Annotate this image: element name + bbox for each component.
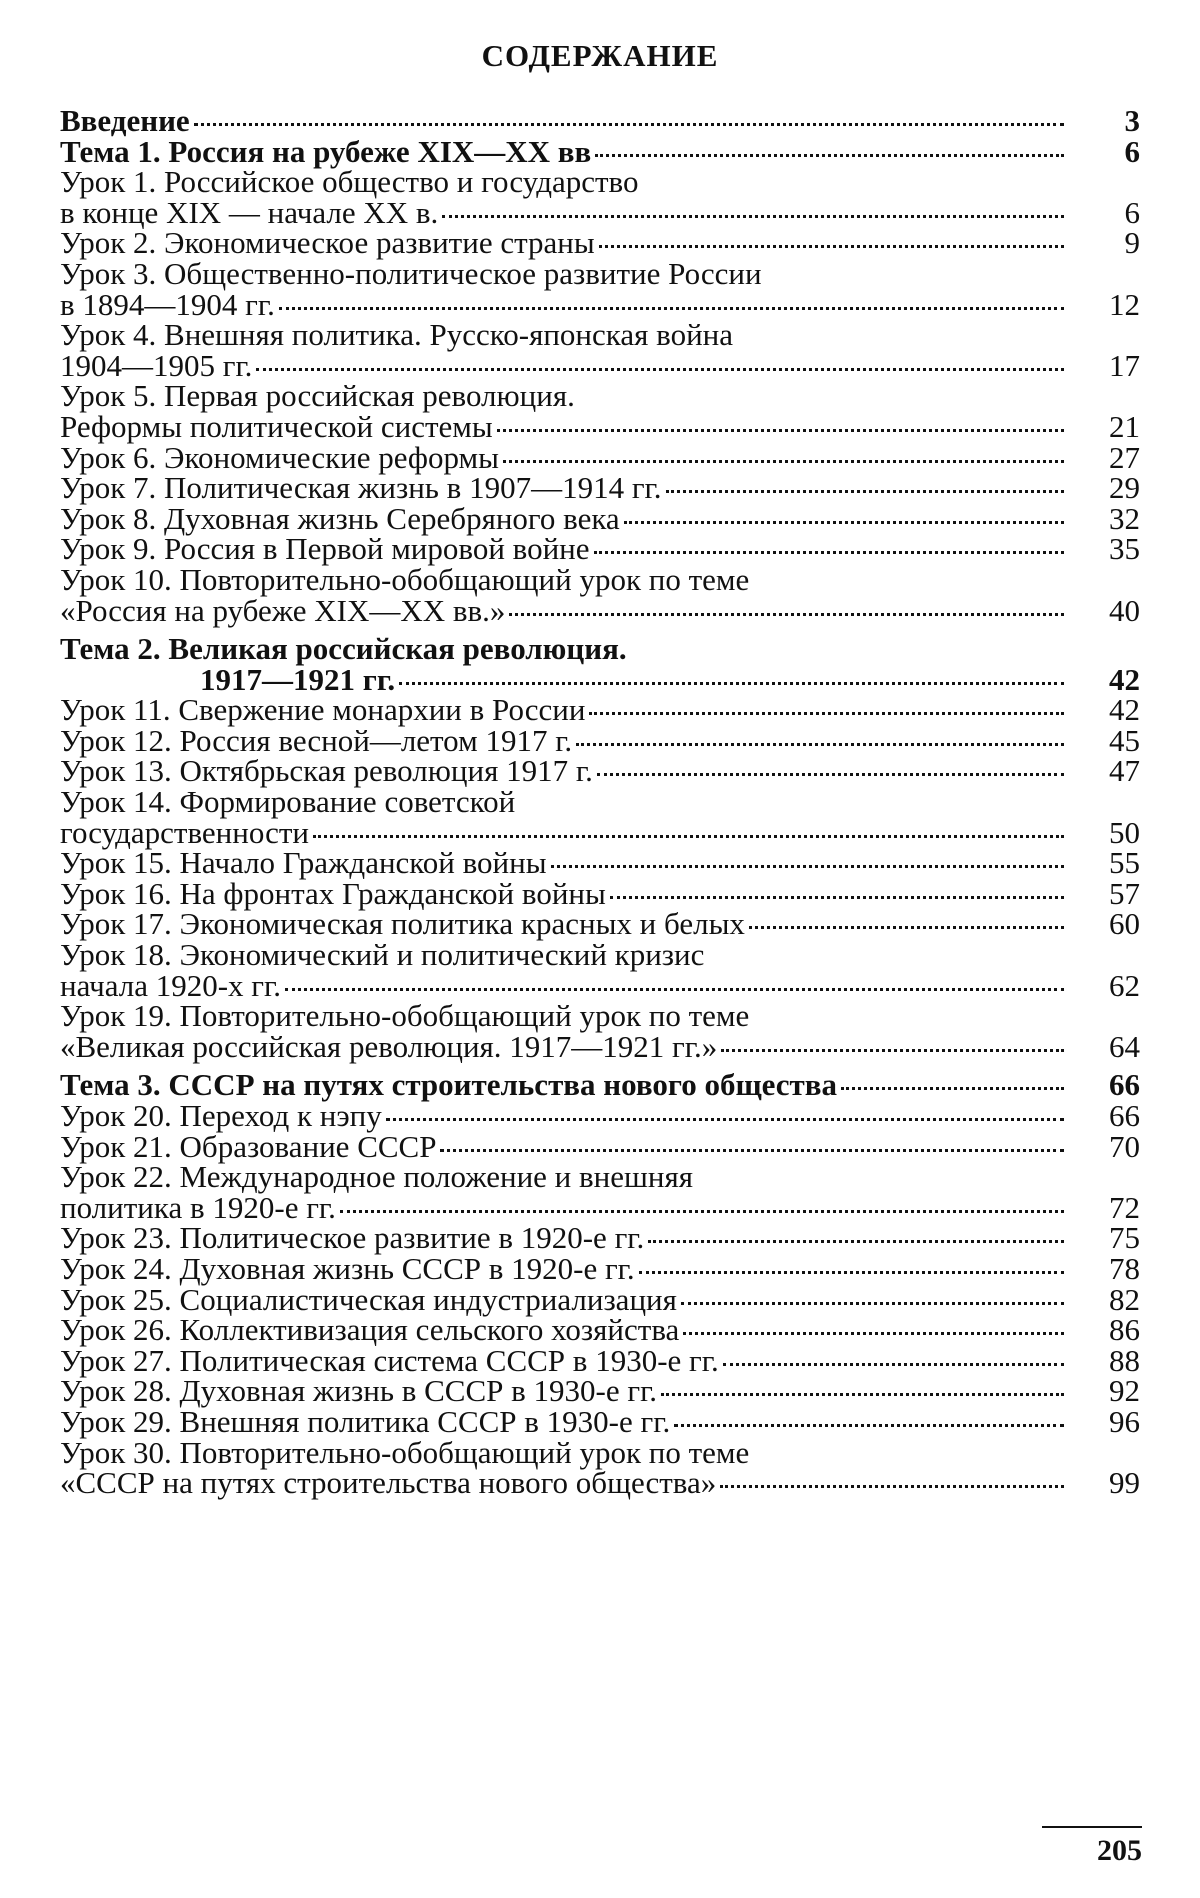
toc-entry-title: Урок 24. Духовная жизнь СССР в 1920-е гг. xyxy=(60,1250,635,1286)
toc-entry-title: Тема 3. СССР на путях строительства нового общества xyxy=(60,1067,837,1103)
toc-entry-title: Урок 8. Духовная жизнь Серебряного века xyxy=(60,500,620,536)
toc-entry xyxy=(60,164,1140,200)
dot-leader xyxy=(386,1118,1064,1121)
toc-entry xyxy=(60,661,1140,697)
toc-entry-title: «Россия на рубеже XIX—XX вв.» xyxy=(60,592,506,628)
toc-entry-title: Урок 5. Первая российская революция. xyxy=(60,378,575,414)
toc-entry-page: 29 xyxy=(1109,470,1140,506)
toc-entry-title: Урок 21. Образование СССР xyxy=(60,1128,437,1164)
toc-entry-page: 45 xyxy=(1109,722,1140,758)
toc-entry-page: 47 xyxy=(1109,753,1140,789)
toc-entry-title: Урок 3. Общественно-политическое развитие России xyxy=(60,255,762,291)
toc-entry xyxy=(60,1028,1140,1064)
toc-entry-title: Урок 16. На фронтах Гражданской войны xyxy=(60,875,606,911)
toc-entry-title: Урок 11. Свержение монархии в России xyxy=(60,692,586,728)
toc-entry-page: 32 xyxy=(1109,500,1140,536)
dot-leader xyxy=(194,123,1064,126)
toc-entry-page: 99 xyxy=(1109,1465,1140,1501)
toc-entry-title: Урок 19. Повторительно-обобщающий урок по теме xyxy=(60,998,750,1034)
toc-entry-page: 9 xyxy=(1124,225,1140,261)
toc-entry-page: 17 xyxy=(1109,347,1140,383)
dot-leader xyxy=(256,368,1064,371)
toc-entry xyxy=(60,906,1140,942)
toc-entry-page: 6 xyxy=(1124,133,1140,169)
dot-leader xyxy=(551,865,1064,868)
toc-entry xyxy=(60,317,1140,353)
toc-entry-page: 6 xyxy=(1124,194,1140,230)
table-of-contents xyxy=(60,103,1140,1501)
dot-leader xyxy=(595,154,1064,157)
toc-entry-page: 42 xyxy=(1109,661,1140,697)
toc-entry xyxy=(60,500,1140,536)
toc-entry-title: государственности xyxy=(60,814,310,850)
toc-entry-title: Урок 6. Экономические реформы xyxy=(60,439,499,475)
toc-entry xyxy=(60,998,1140,1034)
dot-leader xyxy=(442,215,1064,218)
toc-entry-page: 96 xyxy=(1109,1403,1140,1439)
dot-leader xyxy=(313,835,1064,838)
toc-entry xyxy=(60,1434,1140,1470)
toc-entry xyxy=(60,784,1140,820)
toc-entry xyxy=(60,1067,1140,1103)
toc-entry-title: Урок 15. Начало Гражданской войны xyxy=(60,845,547,881)
toc-entry-title: Тема 1. Россия на рубеже XIX—XX вв xyxy=(60,133,592,169)
dot-leader xyxy=(594,551,1064,554)
page-title: СОДЕРЖАНИЕ xyxy=(481,38,719,73)
toc-entry-page: 60 xyxy=(1109,906,1140,942)
toc-entry xyxy=(60,1159,1140,1195)
dot-leader xyxy=(666,490,1064,493)
toc-entry-title: Урок 28. Духовная жизнь в СССР в 1930-е гг. xyxy=(60,1373,658,1409)
toc-entry xyxy=(60,1189,1140,1225)
dot-leader xyxy=(399,682,1064,685)
dot-leader xyxy=(503,460,1064,463)
toc-entry-title: Урок 27. Политическая система СССР в 1930-е гг. xyxy=(60,1342,719,1378)
dot-leader xyxy=(721,1049,1064,1052)
toc-entry-page: 12 xyxy=(1109,286,1140,322)
dot-leader xyxy=(648,1240,1064,1243)
dot-leader xyxy=(661,1393,1064,1396)
toc-entry xyxy=(60,470,1140,506)
toc-entry-page: 78 xyxy=(1109,1250,1140,1286)
toc-entry-title: Урок 13. Октябрьская революция 1917 г. xyxy=(60,753,593,789)
toc-entry-page: 62 xyxy=(1109,967,1140,1003)
toc-entry xyxy=(60,103,1140,138)
dot-leader xyxy=(597,773,1064,776)
toc-entry xyxy=(60,378,1140,414)
dot-leader xyxy=(589,712,1064,715)
toc-entry-page: 40 xyxy=(1109,592,1140,628)
toc-entry xyxy=(60,225,1140,261)
toc-entry-page: 35 xyxy=(1109,531,1140,567)
toc-entry-page: 21 xyxy=(1109,408,1140,444)
toc-entry-title: Урок 14. Формирование советской xyxy=(60,784,516,820)
dot-leader xyxy=(576,743,1064,746)
toc-entry-page: 88 xyxy=(1109,1342,1140,1378)
toc-entry xyxy=(60,286,1140,322)
toc-entry xyxy=(60,875,1140,911)
toc-entry-title: Урок 1. Российское общество и государство xyxy=(60,164,639,200)
toc-entry-page: 75 xyxy=(1109,1220,1140,1256)
toc-entry-title: в конце XIX — начале XX в. xyxy=(60,194,439,230)
toc-entry-title: 1904—1905 гг. xyxy=(60,347,253,383)
toc-entry-page: 42 xyxy=(1109,692,1140,728)
toc-entry xyxy=(60,1098,1140,1133)
toc-entry xyxy=(60,1342,1140,1378)
dot-leader xyxy=(285,988,1064,991)
dot-leader xyxy=(674,1424,1064,1427)
dot-leader xyxy=(624,521,1064,524)
toc-entry-title: Урок 10. Повторительно-обобщающий урок по теме xyxy=(60,561,750,597)
dot-leader xyxy=(497,429,1064,432)
dot-leader xyxy=(610,896,1064,899)
toc-entry-title: Урок 29. Внешняя политика СССР в 1930-е гг. xyxy=(60,1403,671,1439)
toc-entry-page: 92 xyxy=(1109,1373,1140,1409)
toc-entry xyxy=(60,753,1140,789)
toc-entry-title: Урок 20. Переход к нэпу xyxy=(60,1098,382,1133)
toc-entry-title: политика в 1920-е гг. xyxy=(60,1189,336,1225)
toc-entry xyxy=(60,1312,1140,1348)
toc-entry-title: Урок 17. Экономическая политика красных и белых xyxy=(60,906,745,942)
toc-entry-title: в 1894—1904 гг. xyxy=(60,286,275,322)
toc-entry-page: 50 xyxy=(1109,814,1140,850)
toc-entry xyxy=(60,561,1140,597)
toc-entry xyxy=(60,722,1140,758)
toc-entry-title: Урок 30. Повторительно-обобщающий урок по теме xyxy=(60,1434,750,1470)
dot-leader xyxy=(639,1271,1064,1274)
dot-leader xyxy=(749,926,1064,929)
toc-entry-title: «СССР на путях строительства нового общества» xyxy=(60,1465,717,1501)
dot-leader xyxy=(720,1485,1064,1488)
toc-entry-title: Урок 12. Россия весной—летом 1917 г. xyxy=(60,722,573,758)
toc-entry-page: 57 xyxy=(1109,875,1140,911)
dot-leader xyxy=(340,1210,1064,1213)
toc-entry-page: 27 xyxy=(1109,439,1140,475)
toc-entry xyxy=(60,631,1140,667)
toc-entry xyxy=(60,531,1140,567)
toc-entry xyxy=(60,814,1140,850)
dot-leader xyxy=(723,1363,1064,1366)
dot-leader xyxy=(841,1087,1064,1090)
toc-entry xyxy=(60,967,1140,1003)
dot-leader xyxy=(440,1149,1064,1152)
toc-entry-title: Тема 2. Великая российская революция. xyxy=(60,631,627,667)
toc-entry-title: Урок 4. Внешняя политика. Русско-японская война xyxy=(60,317,734,353)
toc-entry-page: 70 xyxy=(1109,1128,1140,1164)
toc-entry-page: 66 xyxy=(1109,1067,1140,1103)
toc-entry-title: Введение xyxy=(60,103,190,138)
toc-entry-page: 3 xyxy=(1124,103,1140,138)
toc-entry-title: Урок 18. Экономический и политический кризис xyxy=(60,937,705,973)
toc-entry-page: 72 xyxy=(1109,1189,1140,1225)
toc-entry xyxy=(60,692,1140,728)
toc-entry xyxy=(60,255,1140,291)
toc-entry-title: Урок 7. Политическая жизнь в 1907—1914 гг. xyxy=(60,470,662,506)
toc-entry-page: 55 xyxy=(1109,845,1140,881)
toc-entry xyxy=(60,1465,1140,1501)
toc-entry-title: начала 1920-х гг. xyxy=(60,967,281,1003)
toc-entry xyxy=(60,1373,1140,1409)
dot-leader xyxy=(681,1302,1064,1305)
toc-entry xyxy=(60,1281,1140,1317)
toc-entry xyxy=(60,845,1140,881)
toc-entry xyxy=(60,194,1140,230)
toc-entry xyxy=(60,1250,1140,1286)
toc-entry xyxy=(60,592,1140,628)
toc-entry-title: Урок 9. Россия в Первой мировой войне xyxy=(60,531,590,567)
dot-leader xyxy=(279,307,1064,310)
toc-entry-title: «Великая российская революция. 1917—1921 гг.» xyxy=(60,1028,718,1064)
toc-entry xyxy=(60,1128,1140,1164)
toc-entry xyxy=(60,937,1140,973)
page-number: 205 xyxy=(1042,1826,1142,1868)
toc-entry-title: Урок 26. Коллективизация сельского хозяйства xyxy=(60,1312,680,1348)
toc-entry xyxy=(60,347,1140,383)
toc-entry xyxy=(60,408,1140,444)
dot-leader xyxy=(509,613,1064,616)
toc-entry-page: 64 xyxy=(1109,1028,1140,1064)
toc-entry-title: 1917—1921 гг. xyxy=(200,661,396,697)
toc-entry-title: Реформы политической системы xyxy=(60,408,493,444)
toc-entry-title: Урок 2. Экономическое развитие страны xyxy=(60,225,595,261)
dot-leader xyxy=(599,245,1064,248)
toc-entry-page: 86 xyxy=(1109,1312,1140,1348)
dot-leader xyxy=(683,1332,1064,1335)
toc-entry-page: 82 xyxy=(1109,1281,1140,1317)
toc-entry xyxy=(60,1403,1140,1439)
toc-entry-title: Урок 25. Социалистическая индустриализация xyxy=(60,1281,677,1317)
toc-entry-title: Урок 23. Политическое развитие в 1920-е гг. xyxy=(60,1220,645,1256)
toc-entry-page: 66 xyxy=(1109,1098,1140,1133)
toc-entry xyxy=(60,133,1140,169)
toc-entry xyxy=(60,439,1140,475)
toc-entry xyxy=(60,1220,1140,1256)
toc-entry-title: Урок 22. Международное положение и внешняя xyxy=(60,1159,693,1195)
